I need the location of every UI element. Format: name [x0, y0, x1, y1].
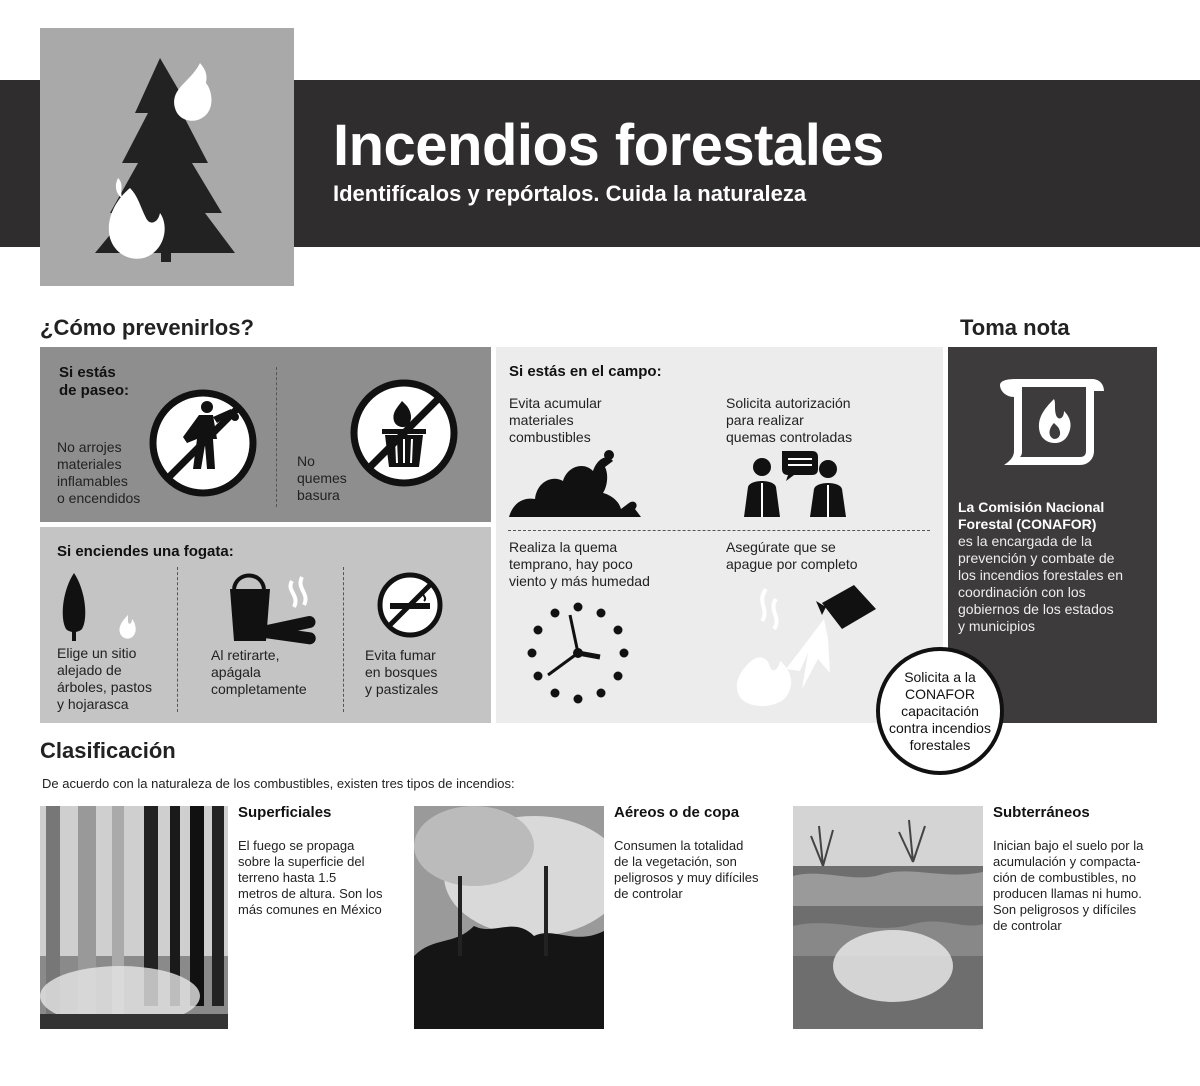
type1-text: El fuego se propaga sobre la superficie del terreno hasta 1.5 metros de altura. Son los más comunes en México	[238, 838, 383, 917]
type3-text: Inician bajo el suelo por la acumulación y compacta- ción de combustibles, no producen llamas ni humo. Son peligrosos y difíciles de controlar	[993, 838, 1144, 933]
type3-name: Subterráneos	[993, 804, 1090, 821]
no-littering-icon	[147, 387, 259, 499]
header-logo	[40, 28, 294, 286]
note-title: Toma nota	[960, 315, 1070, 340]
campo-item4-text: Asegúrate que se apague por completo	[726, 539, 858, 572]
note-body: es la encargada de la prevención y combate de los incendios forestales en coordinación con los gobiernos de los estados y municipios	[958, 533, 1123, 634]
page-title: Incendios forestales	[333, 113, 884, 178]
type2-text: Consumen la totalidad de la vegetación, son peligrosos y muy difíciles de controlar	[614, 838, 759, 901]
surface-fire-photo	[40, 806, 228, 1029]
fogata-item2-text: Al retirarte, apágala completamente	[211, 647, 307, 697]
campo-item1-text: Evita acumular materiales combustibles	[509, 395, 602, 445]
clock-icon	[526, 601, 630, 705]
campo-item3-text: Realiza la quema temprano, hay poco viento y más humedad	[509, 539, 650, 589]
classification-description: De acuerdo con la naturaleza de los combustibles, existen tres tipos de incendios:	[42, 776, 515, 791]
fogata-heading: Si enciendes una fogata:	[57, 543, 234, 560]
bucket-extinguish-icon	[226, 567, 326, 647]
people-talking-icon	[740, 447, 852, 519]
document-fire-icon	[996, 373, 1110, 473]
paseo-item2-text: No quemes basura	[297, 453, 347, 503]
campo-panel	[496, 347, 943, 723]
underground-fire-photo	[793, 806, 983, 1029]
campo-divider	[508, 530, 930, 531]
campo-item2-text: Solicita autorización para realizar quemas controladas	[726, 395, 853, 445]
fogata-divider2	[343, 567, 344, 712]
burning-tree-icon	[40, 28, 294, 286]
paseo-heading: Si estás de paseo:	[59, 364, 130, 399]
paseo-divider	[276, 367, 277, 507]
training-badge: Solicita a la CONAFOR capacitación contra incendios forestales	[876, 647, 1004, 775]
paseo-panel	[40, 347, 491, 522]
campo-heading: Si estás en el campo:	[509, 363, 662, 380]
crown-fire-photo	[414, 806, 604, 1029]
fogata-panel	[40, 527, 491, 723]
tree-campfire-icon	[56, 571, 146, 651]
note-text	[958, 499, 1153, 635]
type1-name: Superficiales	[238, 804, 332, 821]
classification-title: Clasificación	[40, 738, 176, 763]
no-burning-trash-icon	[348, 377, 460, 489]
page-subtitle: Identifícalos y repórtalos. Cuida la naturaleza	[333, 181, 807, 206]
fogata-divider1	[177, 567, 178, 712]
paseo-item1-text: No arrojes materiales inflamables o encendidos	[57, 439, 141, 506]
debris-pile-icon	[509, 447, 644, 519]
prevent-title: ¿Cómo prevenirlos?	[40, 315, 254, 340]
fogata-item3-text: Evita fumar en bosques y pastizales	[365, 647, 439, 697]
type2-name: Aéreos o de copa	[614, 804, 740, 821]
extinguish-fire-icon	[726, 579, 896, 709]
no-smoking-icon	[376, 571, 444, 639]
fogata-item1-text: Elige un sitio alejado de árboles, pastos y hojarasca	[57, 645, 152, 712]
note-bold: La Comisión Nacional Forestal (CONAFOR)	[958, 499, 1105, 532]
